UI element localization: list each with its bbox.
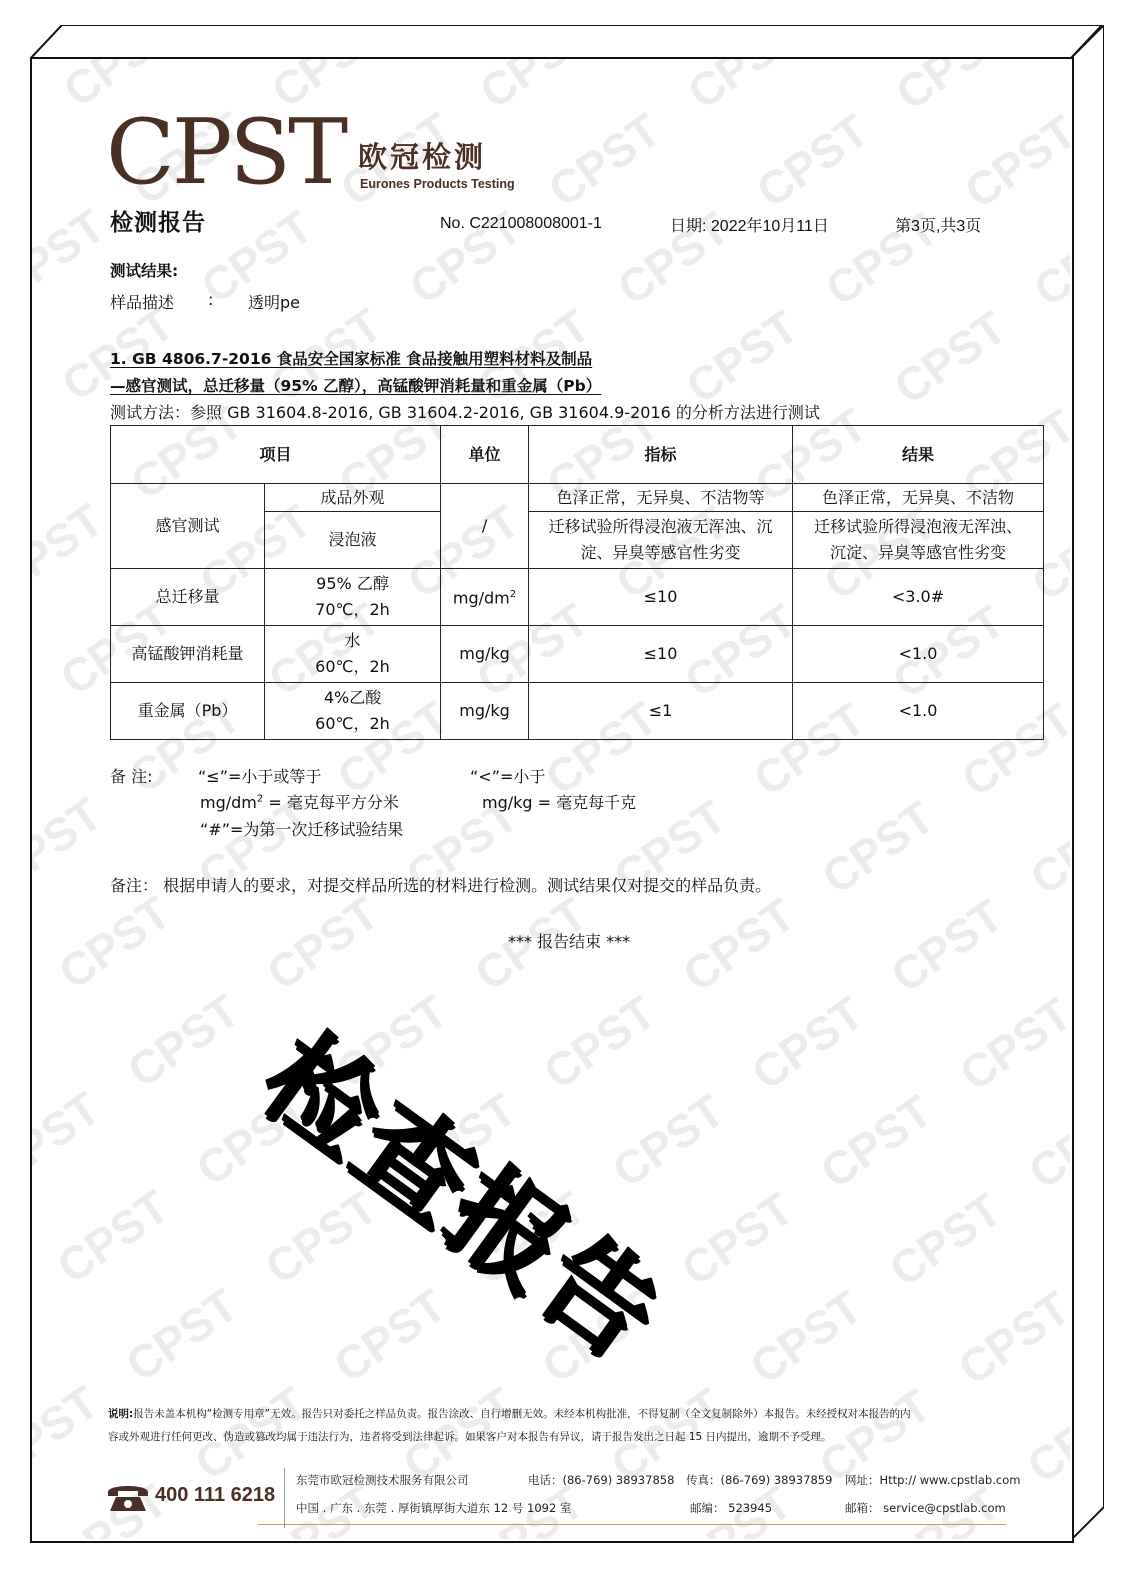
- header-result: 结果: [793, 426, 1044, 484]
- sensory-sub-appearance: 成品外观: [265, 484, 441, 512]
- note-mgdm-def: = 毫克每平方分米: [263, 793, 399, 812]
- cell-line: 沉淀、异臭等感官性劣变: [830, 543, 1007, 562]
- email: 邮箱： service@cpstlab.com: [845, 1501, 1006, 1515]
- footer-statement-line2: 容或外观进行任何更改、伪造或篡改均属于违法行为，违者将受到法律起诉。如果客户对本报告有异议，请于报告发出之日起 15 日内提出，逾期不予受理。: [108, 1431, 832, 1443]
- cell-line: 60℃，2h: [315, 714, 390, 733]
- note-mgdm-sup: 2: [256, 793, 264, 805]
- note-less-equal: “≤”=小于或等于: [198, 767, 322, 786]
- page-frame-side: [1070, 25, 1104, 1541]
- sensory-result-soak: [793, 512, 1044, 569]
- row-condition: [265, 626, 441, 683]
- report-number: No. C221008008001-1: [440, 215, 602, 232]
- row-item: 重金属（Pb）: [111, 683, 265, 740]
- telephone: 电话：(86-769) 38937858: [528, 1473, 675, 1487]
- header-unit: 单位: [441, 426, 529, 484]
- sample-separator: :: [208, 290, 214, 309]
- cell-line: 淀、异臭等感官性劣变: [580, 543, 741, 562]
- footer-statement-label: 说明:: [108, 1408, 134, 1420]
- row-condition: [265, 569, 441, 626]
- test-method: 测试方法：参照 GB 31604.8-2016, GB 31604.2-2016, GB 31604.9-2016 的分析方法进行测试: [110, 403, 820, 422]
- postcode: 邮编： 523945: [690, 1501, 773, 1515]
- cell-line: 水: [344, 631, 361, 650]
- report-end: *** 报告结束 ***: [508, 932, 631, 951]
- sensory-result-appearance: 色泽正常，无异臭、不洁物: [793, 484, 1044, 512]
- fax: 传真：(86-769) 38937859: [686, 1473, 833, 1487]
- row-condition: [265, 683, 441, 740]
- row-unit: [441, 569, 529, 626]
- section-title-line2: —感官测试，总迁移量（95% 乙醇），高锰酸钾消耗量和重金属（Pb）: [110, 377, 602, 395]
- cell-line: 60℃，2h: [315, 657, 390, 676]
- sensory-test-label: 感官测试: [111, 484, 265, 569]
- website: 网址：Http:// www.cpstlab.com: [845, 1473, 1021, 1487]
- address: 中国 . 广东 . 东莞 . 厚街镇厚街大道东 12 号 1092 室: [296, 1501, 572, 1515]
- unit-superscript: 2: [509, 589, 517, 601]
- table-row: [111, 683, 1044, 740]
- row-unit: mg/kg: [441, 683, 529, 740]
- footer-divider: [284, 1468, 285, 1528]
- footer-statement-line1: [108, 1403, 911, 1425]
- company-name: 东莞市欧冠检测技术服务有限公司: [296, 1473, 469, 1487]
- row-limit: ≤10: [529, 569, 793, 626]
- notes-label: 备 注:: [110, 767, 153, 786]
- document-title: 检测报告: [110, 210, 206, 236]
- hotline-number: 400 111 6218: [155, 1484, 276, 1506]
- cell-line: 迁移试验所得浸泡液无浑浊、: [814, 517, 1023, 536]
- cell-line: 95% 乙醇: [316, 574, 389, 593]
- remark: 备注： 根据申请人的要求，对提交样品所选的材料进行检测。测试结果仅对提交的样品负责。: [110, 876, 772, 895]
- cell-line: 4%乙酸: [323, 688, 382, 707]
- row-limit: ≤10: [529, 626, 793, 683]
- sensory-limit-soak: [529, 512, 793, 569]
- row-result: <1.0: [793, 626, 1044, 683]
- inspection-report-stamp: 检查报告: [238, 1010, 685, 1384]
- note-mgkg: mg/kg = 毫克每千克: [482, 793, 637, 812]
- sample-label: 样品描述: [110, 293, 175, 312]
- sensory-limit-appearance: 色泽正常，无异臭、不洁物等: [529, 484, 793, 512]
- section-title-line1: 1. GB 4806.7-2016 食品安全国家标准 食品接触用塑料材料及制品: [110, 350, 593, 368]
- results-table: [110, 425, 1044, 740]
- row-result: <3.0#: [793, 569, 1044, 626]
- header-item: 项目: [111, 426, 441, 484]
- cell-line: 迁移试验所得浸泡液无浑浊、沉: [548, 517, 773, 536]
- results-heading: 测试结果:: [110, 262, 179, 280]
- note-mgdm-unit: mg/dm: [200, 793, 257, 812]
- table-row: [111, 484, 1044, 512]
- row-result: <1.0: [793, 683, 1044, 740]
- sensory-sub-soak: 浸泡液: [265, 512, 441, 569]
- row-item: 总迁移量: [111, 569, 265, 626]
- logo-english-name: Eurones Products Testing: [360, 177, 515, 191]
- note-hash: “#”=为第一次迁移试验结果: [200, 820, 404, 839]
- footer-rule: [258, 1524, 1006, 1525]
- logo-mark: CPST: [106, 100, 346, 205]
- note-less-than: “<”=小于: [470, 767, 546, 786]
- header-limit: 指标: [529, 426, 793, 484]
- page-indicator: 第3页,共3页: [895, 218, 982, 235]
- sensory-unit: /: [441, 484, 529, 569]
- table-row: [111, 626, 1044, 683]
- logo-chinese-name: 欧冠检测: [358, 140, 487, 174]
- telephone-icon: [104, 1480, 152, 1514]
- row-unit: mg/kg: [441, 626, 529, 683]
- row-item: 高锰酸钾消耗量: [111, 626, 265, 683]
- cell-line: 70℃，2h: [315, 600, 390, 619]
- report-date: 日期: 2022年10月11日: [670, 218, 829, 235]
- table-row: [111, 569, 1044, 626]
- row-limit: ≤1: [529, 683, 793, 740]
- sample-value: 透明pe: [248, 293, 301, 312]
- unit-text: mg/dm: [452, 588, 510, 608]
- page-frame-top: [30, 25, 1102, 59]
- note-mgdm: [200, 790, 399, 813]
- footer-statement-text: 报告未盖本机构“检测专用章”无效。报告只对委托之样品负责。报告涂改、自行增删无效。未经本机构批准，不得复制（全文复制除外）本报告。未经授权对本报告的内: [133, 1408, 911, 1420]
